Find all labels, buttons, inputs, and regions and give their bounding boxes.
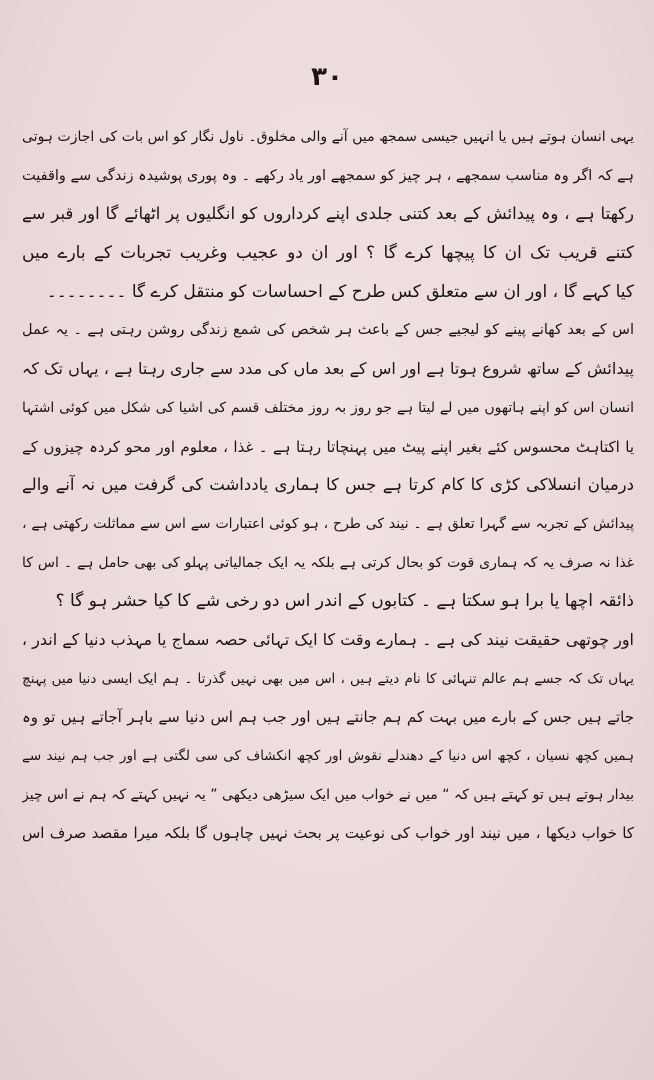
text-line-11: پیدائش کے تجربہ سے گہرا تعلق ہے ۔ نیند کی طرح ، ہو کوئی اعتبارات سے اس سے مماثلت رکھتی ہے ، <box>22 515 634 532</box>
text-line-14: اور چوتھی حقیقت نیند کی ہے ۔ ہمارے وقت کا ایک تہائی حصہ سماج یا مہذب دنیا کے اندر ، <box>22 629 634 649</box>
text-line-16: جاتے ہیں جس کے بارے میں بہت کم ہم جانتے ہیں اور جب ہم اس دنیا سے باہر آجاتے ہیں تو وہ <box>22 708 634 727</box>
text-line-7: پیدائش کے ساتھ شروع ہوتا ہے اور اس کے بعد ماں کی مدد سے جاری رہتا ہے ، یہاں تک کہ <box>22 359 634 379</box>
text-line-2: ہے کہ اگر وہ مناسب سمجھے ، ہر چیز کو سمجھے اور یاد رکھے ۔ وہ پوری پوشیدہ زندگی سے واقفیت <box>22 167 634 184</box>
text-line-5: کیا کہے گا ، اور ان سے متعلق کس طرح کے احساسات کو منتقل کرے گا ۔۔۔۔۔۔۔۔ <box>46 281 634 302</box>
text-line-3: رکھتا ہے ، وہ پیدائش کے بعد کتنی جلدی اپنے کرداروں کو انگلیوں پر اٹھائے گا اور قبر سے <box>22 204 634 224</box>
text-line-17: ہمیں کچھ نسیان ، کچھ اس دنیا کے دھندلے نقوش اور کچھ انکشاف کی سی لگتی ہے اور جب ہم نیند سے <box>22 748 634 764</box>
body-text <box>22 118 634 853</box>
text-line-15: یہاں تک کہ جسے ہم عالم تنہائی کا نام دیتے ہیں ، اس میں بھی نہیں گذرتا ۔ ہم ایک ایسی دنیا میں پہنچ <box>22 670 634 687</box>
text-line-4: کتنے قریب تک ان کا پیچھا کرے گا ؟ اور ان دو عجیب وغریب تجربات کے بارے میں <box>22 243 634 264</box>
text-line-13: ذائقہ اچھا یا برا ہو سکتا ہے ۔ کتابوں کے اندر اس دو رخی شے کا کیا حشر ہو گا ؟ <box>55 591 634 612</box>
text-line-12: غذا نہ صرف یہ کہ ہماری قوت کو بحال کرتی ہے بلکہ یہ ایک جمالیاتی پہلو کی بھی حامل ہے ۔ اس کا <box>22 554 634 571</box>
text-line-10: درمیان انسلاکی کڑی کا کام کرتا ہے جس کا ہماری یادداشت کی گرفت میں نہ آنے والے <box>22 475 634 495</box>
text-line-6: اس کے بعد کھانے پینے کو لیجیے جس کے باعث ہر شخص کی شمع زندگی روشن رہتی ہے ۔ یہ عمل <box>22 322 634 339</box>
text-line-8: انسان اس کو اپنے ہاتھوں میں لے لیتا ہے جو روز بہ روز مختلف قسم کی اشیا کی شکل میں کوئی اشتہا <box>22 399 634 416</box>
text-line-18: بیدار ہوتے ہیں تو کہتے ہیں کہ “ میں نے خواب میں ایک سیڑھی دیکھی ” یہ نہیں کہتے کہ ہم نے اس چیز <box>22 786 634 803</box>
text-line-19: کا خواب دیکھا ، میں نیند اور خواب کی نوعیت پر بحث نہیں چاہوں گا بلکہ میرا مقصد صرف اس <box>22 824 634 843</box>
page-number: ۳۰ <box>311 62 343 92</box>
text-line-9: یا اکتاہٹ محسوس کئے بغیر اپنے پیٹ میں پہنچاتا رہتا ہے ۔ غذا ، معلوم اور محو کردہ چیزوں کے <box>22 437 634 456</box>
text-line-1: یہی انسان ہوتے ہیں یا انہیں جیسی سمجھ میں آنے والی مخلوق۔ ناول نگار کو اس بات کی اجازت ہوتی <box>22 129 634 145</box>
